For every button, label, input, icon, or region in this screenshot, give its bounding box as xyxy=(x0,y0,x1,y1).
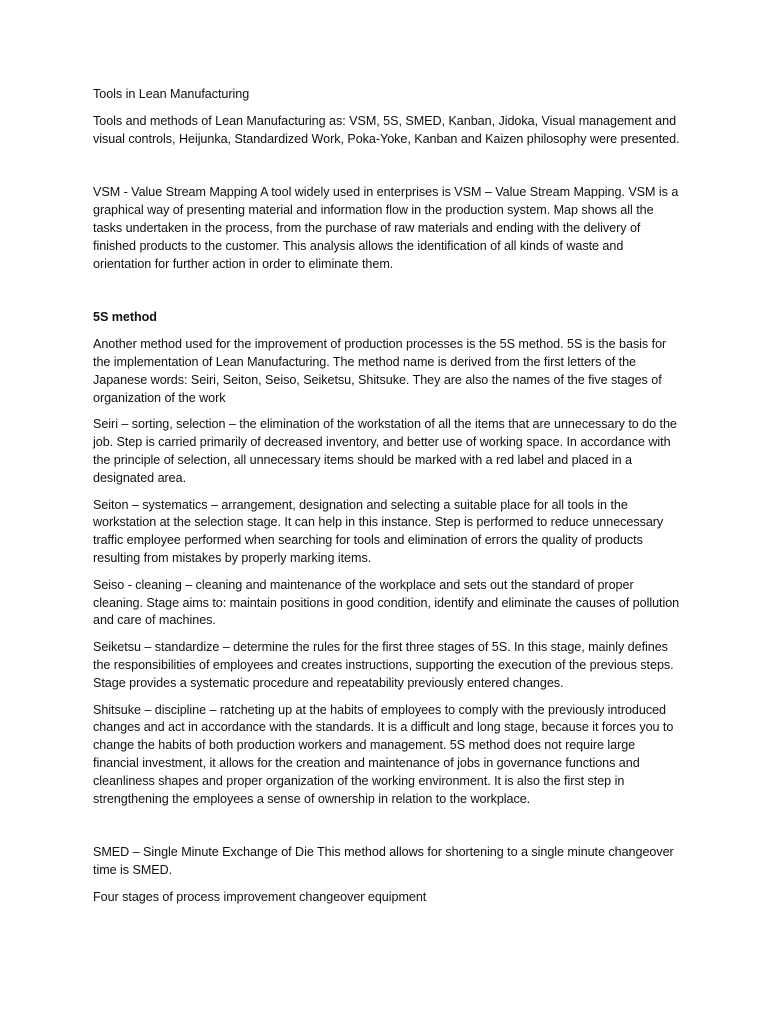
intro-paragraph: Tools and methods of Lean Manufacturing as: VSM, 5S, SMED, Kanban, Jidoka, Visual management and visual controls, Heijunka, Standardized Work, Poka-Yoke, Kanban and Kaizen philosophy were presented. xyxy=(93,113,680,146)
seiri-paragraph: Seiri – sorting, selection – the elimination of the workstation of all the items that are unnecessary to do the job. Step is carried primarily of decreased inventory, and better use of working space. In accordance with the principle of selection, all unnecessary items should be marked with a red label and placed in a designated area. xyxy=(93,417,677,485)
seiton-paragraph: Seiton – systematics – arrangement, designation and selecting a suitable place for all tools in the workstation at the selection stage. It can help in this instance. Step is performed to reduce unnecessary traffic employee performed when searching for tools and elimination of errors the quality of products resulting from mistakes by properly marking items. xyxy=(93,497,664,565)
seiso-paragraph: Seiso - cleaning – cleaning and maintenance of the workplace and sets out the standard of proper cleaning. Stage aims to: maintain positions in good condition, identify and eliminate the causes of pollution and care of machines. xyxy=(93,577,680,628)
fives-intro-paragraph: Another method used for the improvement of production processes is the 5S method. 5S is the basis for the implementation of Lean Manufacturing. The method name is derived from the first letters of the Japanese words: Seiri, Seiton, Seiso, Seiketsu, Shitsuke. They are also the names of the five stages of organization of the work xyxy=(93,337,667,405)
document-title: Tools in Lean Manufacturing xyxy=(93,87,250,101)
smed-paragraph: SMED – Single Minute Exchange of Die This method allows for shortening to a single minute changeover time is SMED. xyxy=(93,845,674,878)
vsm-paragraph: VSM - Value Stream Mapping A tool widely used in enterprises is VSM – Value Stream Mapping. VSM is a graphical way of presenting material and information flow in the production system. Map shows all the tasks undertaken in the process, from the purchase of raw materials and ending with the delivery of finished products to the customer. This analysis allows the identification of all kinds of waste and orientation for further action in order to eliminate them. xyxy=(93,185,679,271)
document-page xyxy=(93,86,683,907)
seiketsu-paragraph: Seiketsu – standardize – determine the rules for the first three stages of 5S. In this stage, mainly defines the responsibilities of employees and creates instructions, supporting the execution of the previous steps. Stage provides a systematic procedure and repeatability previously entered changes. xyxy=(93,640,674,690)
fives-heading: 5S method xyxy=(93,310,157,325)
shitsuke-paragraph: Shitsuke – discipline – ratcheting up at the habits of employees to comply with the previously introduced changes and act in accordance with the standards. It is a difficult and long stage, because it forces you to change the habits of both production workers and management. 5S method does not require large financial investment, it allows for the creation and maintenance of jobs in governance functions and cleanliness shapes and proper organization of the working environment. It is also the first step in strengthening the employees a sense of ownership in relation to the workplace. xyxy=(93,702,674,806)
four-stages-paragraph: Four stages of process improvement changeover equipment xyxy=(93,889,427,904)
